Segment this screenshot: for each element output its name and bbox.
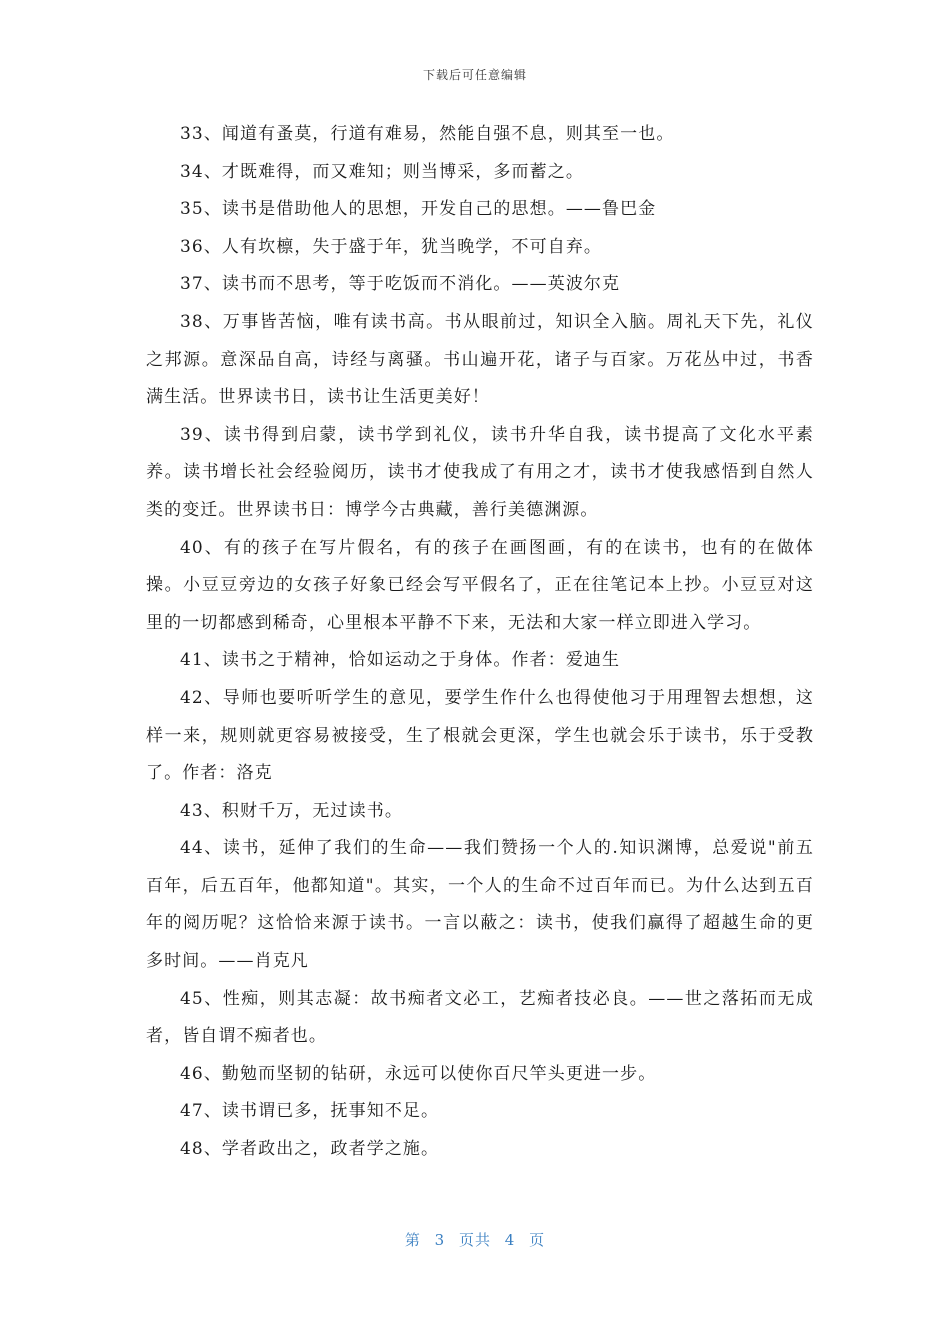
paragraph-37: 37、读书而不思考，等于吃饭而不消化。——英波尔克	[180, 274, 621, 295]
paragraph-35: 35、读书是借助他人的思想，开发自己的思想。——鲁巴金	[180, 199, 657, 220]
footer-prefix: 第	[404, 1231, 421, 1249]
paragraph-33: 33、闻道有蚤莫，行道有难易，然能自强不息，则其至一也。	[180, 124, 675, 144]
footer-suffix: 页	[529, 1231, 546, 1249]
page-header: 下载后可任意编辑	[422, 68, 527, 82]
paragraph-34: 34、才既难得，而又难知；则当博采，多而蓄之。	[180, 161, 584, 182]
paragraph-44: 44、读书，延伸了我们的生命——我们赞扬一个人的.知识渊博，总爱说"前五百年，后五百年，他都知道"。其实，一个人的生命不过百年而已。为什么达到五百年的阅历呢？这恰恰来源于读书。一言以蔽之：读书，使我们赢得了超越生命的更多时间。——肖克凡	[146, 838, 814, 972]
paragraph-45: 45、性痴，则其志凝：故书痴者文必工，艺痴者技必良。——世之落拓而无成者，皆自谓不痴者也。	[146, 988, 814, 1047]
paragraph-36: 36、人有坎檩，失于盛于年，犹当晚学，不可自弃。	[180, 236, 603, 257]
document-body	[146, 116, 814, 1169]
footer-middle: 页共	[458, 1231, 491, 1249]
footer-total-pages: 4	[504, 1231, 516, 1249]
paragraph-41: 41、读书之于精神，恰如运动之于身体。作者：爱迪生	[180, 650, 621, 671]
paragraph-43: 43、积财千万，无过读书。	[180, 800, 403, 821]
paragraph-42: 42、导师也要听听学生的意见，要学生作什么也得使他习于用理智去想想，这样一来，规则就更容易被接受，生了根就会更深，学生也就会乐于读书，乐于受教了。作者：洛克	[146, 687, 814, 784]
paragraph-39: 39、读书得到启蒙，读书学到礼仪，读书升华自我，读书提高了文化水平素养。读书增长社会经验阅历，读书才使我成了有用之才，读书才使我感悟到自然人类的变迁。世界读书日：博学今古典藏，善行美德渊源。	[146, 424, 814, 520]
paragraph-47: 47、读书谓已多，抚事知不足。	[180, 1101, 440, 1122]
page-footer	[0, 1229, 950, 1250]
footer-current-page: 3	[434, 1231, 446, 1249]
paragraph-40: 40、有的孩子在写片假名，有的孩子在画图画，有的在读书，也有的在做体操。小豆豆旁边的女孩子好象已经会写平假名了，正在往笔记本上抄。小豆豆对这里的一切都感到稀奇，心里根本平静不下来，无法和大家一样立即进入学习。	[146, 537, 814, 633]
paragraph-46: 46、勤勉而坚韧的钻研，永远可以使你百尺竿头更进一步。	[180, 1063, 657, 1084]
paragraph-48: 48、学者政出之，政者学之施。	[180, 1139, 440, 1160]
paragraph-38: 38、万事皆苦恼，唯有读书高。书从眼前过，知识全入脑。周礼天下先，礼仪之邦源。意深品自高，诗经与离骚。书山遍开花，诸子与百家。万花丛中过，书香满生活。世界读书日，读书让生活更美好！	[146, 311, 814, 408]
